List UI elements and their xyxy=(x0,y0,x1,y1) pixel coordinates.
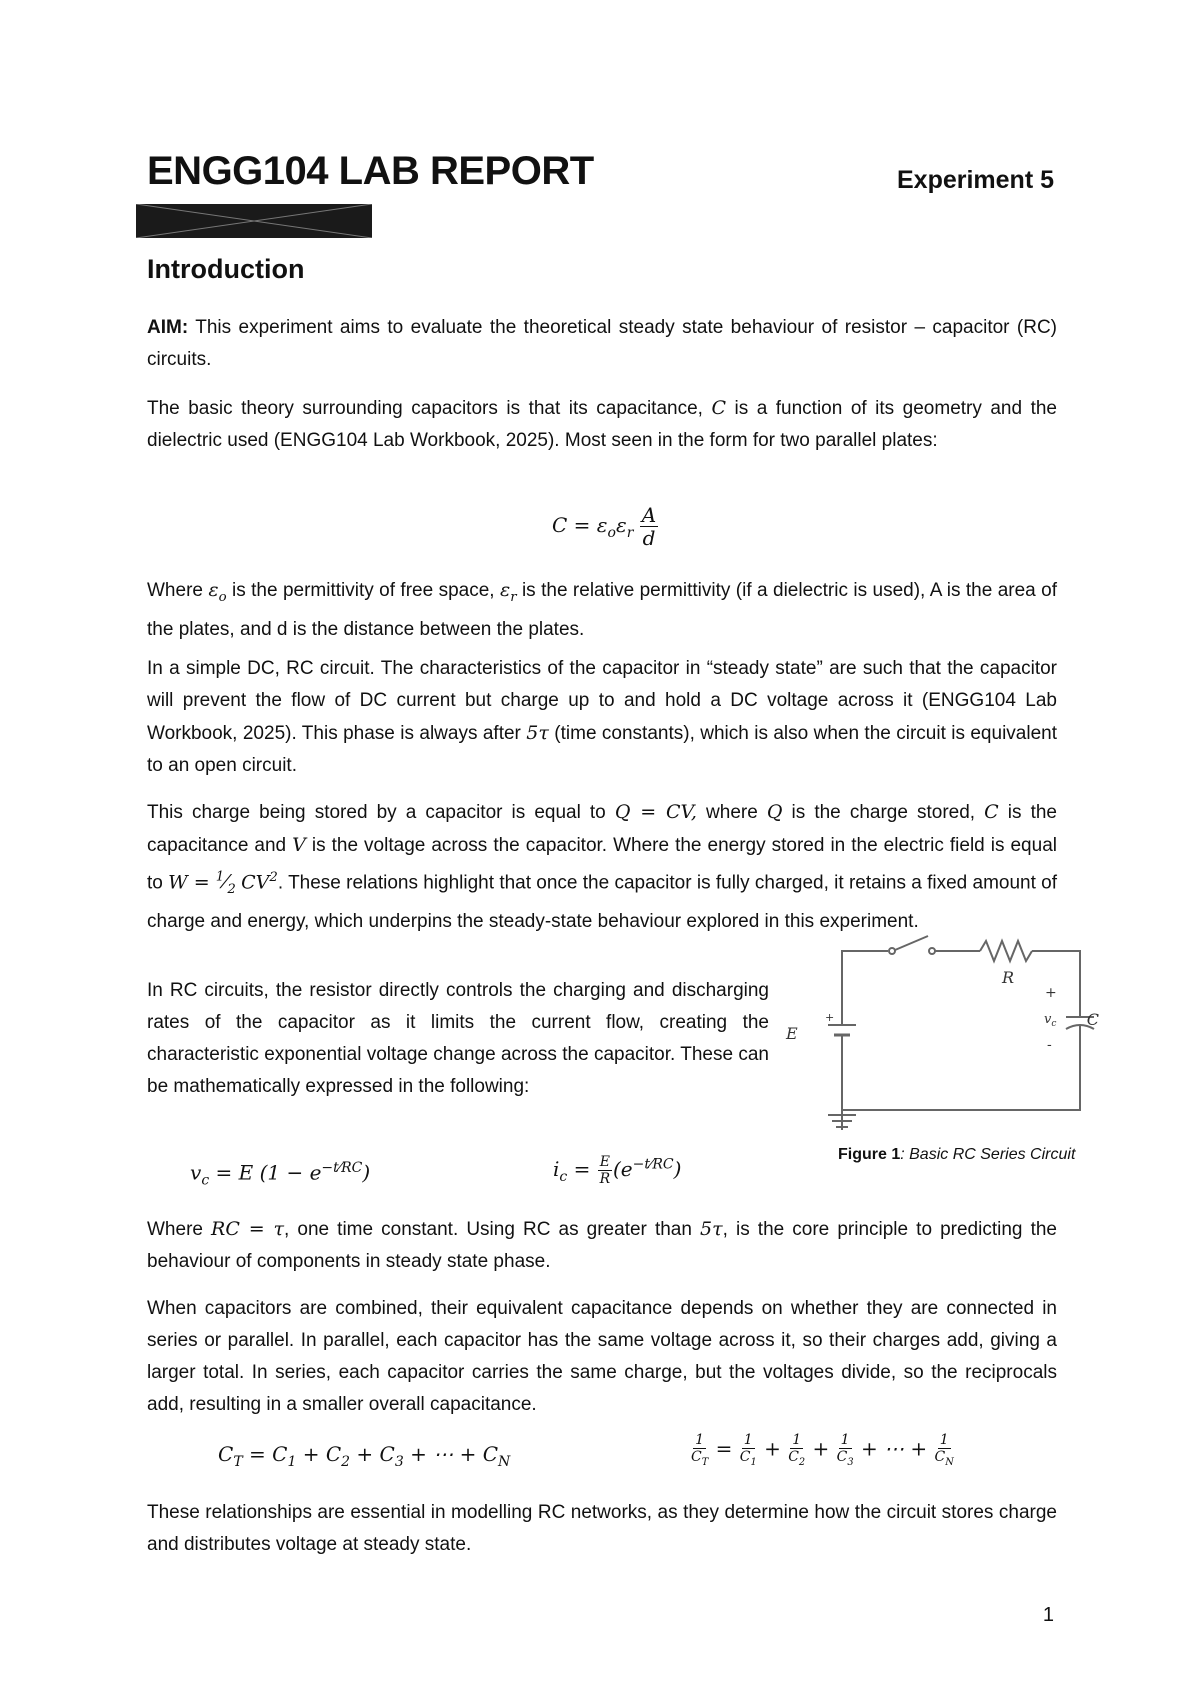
rc-circuit-paragraph: In RC circuits, the resistor directly controls the charging and discharging rates of the capacitor as it limits the current flow, creating the characteristic exponential voltage change across the capacitor. These can be mathematically expressed in the following: xyxy=(147,980,769,1097)
eq-sub: r xyxy=(626,525,634,541)
conclusion-paragraph: These relationships are essential in modelling RC networks, as they determine how the circuit stores charge and distributes voltage at steady state. xyxy=(147,1502,1057,1555)
numerator: A xyxy=(641,503,657,527)
aim-paragraph xyxy=(147,312,1057,376)
eq-sub: T xyxy=(233,1454,243,1470)
eq-part: ) xyxy=(673,1157,682,1182)
text: is the relative permittivity (if a dielectric is used), A is the area of the plates, and d is the distance between the plates. xyxy=(147,580,1057,640)
denominator: R xyxy=(599,1171,611,1188)
text: Where xyxy=(147,1219,212,1240)
eq-part: ) xyxy=(362,1160,371,1185)
recip-c3 xyxy=(837,1432,854,1468)
text: This charge being stored by a capacitor is equal to xyxy=(147,802,615,823)
eq-part: (e xyxy=(612,1157,633,1182)
eq-sub: c xyxy=(559,1169,568,1186)
steady-state-paragraph xyxy=(147,653,1057,782)
eq-part: i xyxy=(553,1157,560,1182)
den-sub: 2 xyxy=(798,1456,806,1468)
denominator xyxy=(837,1449,854,1468)
numerator: 1 xyxy=(743,1432,753,1448)
math-var: Q xyxy=(766,801,783,823)
text: Where xyxy=(147,580,209,601)
math-var: C xyxy=(984,801,999,823)
den-sub: 3 xyxy=(847,1456,854,1468)
series-capacitance-equation xyxy=(690,1432,955,1468)
figure-caption-text: : Basic RC Series Circuit xyxy=(900,1146,1076,1163)
numerator: 1 xyxy=(792,1432,802,1448)
text: (time constants), which is also when the circuit is equivalent to an open circuit. xyxy=(147,723,1057,776)
eq-part: + xyxy=(812,1436,830,1461)
exp-den: RC xyxy=(341,1160,363,1176)
label-e: E xyxy=(786,1024,798,1043)
math-sub: o xyxy=(218,589,227,605)
minus-sign: - xyxy=(1047,1037,1052,1053)
parallel-capacitance-equation xyxy=(218,1442,510,1470)
capacitance-equation xyxy=(552,504,658,549)
math-expr: CV xyxy=(241,871,270,894)
den-var: C xyxy=(739,1449,751,1466)
recip-ct xyxy=(691,1432,708,1468)
label-r: R xyxy=(1002,968,1015,987)
exponent: −t⁄RC xyxy=(321,1160,363,1176)
text: is a function of its geometry and the dielectric used (ENGG104 Lab Workbook, 2025). Most seen in the form for two parallel plates: xyxy=(147,398,1057,451)
text: , is the core principle to predicting the behaviour of components in steady state phase. xyxy=(147,1219,1057,1272)
math-var: 5τ xyxy=(526,722,549,744)
math-var: ε xyxy=(208,579,219,601)
exp-num: −t xyxy=(321,1160,339,1176)
text: In a simple DC, RC circuit. The characteristics of the capacitor in “steady state” are such that the capacitor will prevent the flow of DC current but charge up to and hold a DC voltage across it (ENGG104 Lab Workbook, 2025). This phase is always after xyxy=(147,658,1057,744)
half-fraction: $^1⁄_2$ xyxy=(215,870,236,898)
math-sup: 2 xyxy=(269,870,278,885)
math-expr: Q = CV, xyxy=(614,801,697,823)
text: The basic theory surrounding capacitors is that its capacitance, xyxy=(147,398,712,419)
eq-sub: 1 xyxy=(287,1454,297,1470)
text: where xyxy=(696,802,767,823)
page-number: 1 xyxy=(1042,1604,1054,1626)
area-over-distance xyxy=(640,504,658,549)
frac-num: 1 xyxy=(215,870,225,885)
den-sub: N xyxy=(945,1456,954,1468)
permittivity-paragraph xyxy=(147,574,1057,646)
capacitance-paragraph xyxy=(147,392,1057,457)
den-sub: 1 xyxy=(750,1456,757,1468)
eq-sub: 3 xyxy=(394,1454,404,1470)
section-heading: Introduction xyxy=(147,254,305,284)
denominator xyxy=(935,1449,954,1468)
denominator xyxy=(788,1449,805,1468)
text: , one time constant. Using RC as greater than xyxy=(284,1219,701,1240)
eq-part: + xyxy=(764,1436,781,1461)
charge-energy-paragraph xyxy=(147,796,1057,938)
combination-paragraph: When capacitors are combined, their equivalent capacitance depends on whether they are connected in series or parallel. In parallel, each capacitor has the same voltage across it, so their charges add, giving a larger total. In series, each capacitor carries the same charge, but the voltages divide, so the reciprocals add, resulting in a smaller overall capacitance. xyxy=(147,1298,1057,1415)
voltage-equation xyxy=(190,1160,370,1189)
eq-part: = xyxy=(567,1157,597,1182)
math-var: 5τ xyxy=(700,1218,723,1240)
battery-plus: + xyxy=(825,1011,835,1024)
recip-c1 xyxy=(740,1432,757,1468)
eq-part: C xyxy=(218,1442,234,1466)
text: is the charge stored, xyxy=(782,802,985,823)
numerator: 1 xyxy=(695,1432,705,1448)
redacted-name-box xyxy=(136,204,372,238)
frac-den: 2 xyxy=(227,882,236,898)
recip-cn xyxy=(935,1432,954,1468)
recip-c2 xyxy=(788,1432,805,1468)
exp-num: −t xyxy=(632,1156,650,1173)
math-sub: r xyxy=(510,589,517,605)
plus-sign: + xyxy=(1045,985,1057,1001)
math-var: V xyxy=(292,834,306,856)
eq-part: C = ε xyxy=(552,513,608,537)
label-vc xyxy=(1044,1012,1056,1029)
time-constant-paragraph xyxy=(147,1213,1057,1278)
den-var: C xyxy=(934,1449,946,1466)
den-var: C xyxy=(836,1449,848,1466)
aim-text: This experiment aims to evaluate the theoretical steady state behaviour of resistor – capacitor (RC) circuits. xyxy=(147,317,1057,370)
denominator xyxy=(740,1449,757,1468)
aim-label: AIM: xyxy=(147,317,189,338)
eq-sub: o xyxy=(607,525,616,541)
figure-label: Figure 1 xyxy=(838,1146,901,1163)
math-var: ε xyxy=(499,579,511,601)
text: is the permittivity of free space, xyxy=(226,580,500,601)
eq-part: v xyxy=(190,1160,202,1185)
eq-part: + ⋯ + xyxy=(860,1436,928,1461)
figure-caption xyxy=(838,1146,1075,1164)
eq-part: + C xyxy=(350,1442,395,1466)
label-c: C xyxy=(1086,1010,1099,1029)
exp-den: RC xyxy=(652,1156,674,1173)
vc-sub: c xyxy=(1051,1019,1057,1029)
denominator: d xyxy=(642,526,656,550)
text: . These relations highlight that once the capacitor is fully charged, it retains a fixed amount of charge and energy, which underpins the steady-state behaviour explored in this experiment. xyxy=(147,872,1058,933)
eq-sub: N xyxy=(498,1454,511,1470)
numerator: 1 xyxy=(939,1432,949,1448)
rc-circuit-diagram xyxy=(780,925,1100,1140)
eq-part: = C xyxy=(242,1442,288,1466)
text: is the voltage across the capacitor. Where the energy stored in the electric field is equal to xyxy=(147,835,1057,894)
eq-part: + C xyxy=(296,1442,342,1466)
vc-main: v xyxy=(1044,1012,1052,1027)
den-var: C xyxy=(788,1449,799,1466)
eq-part: + ⋯ + C xyxy=(403,1442,499,1466)
eq-sub: c xyxy=(201,1172,210,1189)
math-expr: W = xyxy=(168,871,216,894)
current-equation xyxy=(553,1154,681,1187)
eq-part: ε xyxy=(615,513,627,537)
math-var: C xyxy=(711,397,726,419)
den-var: C xyxy=(691,1449,702,1466)
eq-sub: 2 xyxy=(341,1454,351,1470)
experiment-label: Experiment 5 xyxy=(896,166,1054,194)
exponent: −t⁄RC xyxy=(632,1156,674,1173)
numerator: E xyxy=(599,1154,610,1170)
e-over-r xyxy=(598,1154,612,1187)
eq-part: = xyxy=(715,1436,733,1461)
math-expr: RC = τ xyxy=(211,1218,285,1240)
den-sub: T xyxy=(701,1456,709,1468)
numerator: 1 xyxy=(840,1432,850,1448)
text: is the capacitance and xyxy=(147,802,1058,856)
eq-part: = E (1 − e xyxy=(209,1160,322,1185)
denominator xyxy=(691,1449,708,1468)
report-title: ENGG104 LAB REPORT xyxy=(147,149,594,193)
